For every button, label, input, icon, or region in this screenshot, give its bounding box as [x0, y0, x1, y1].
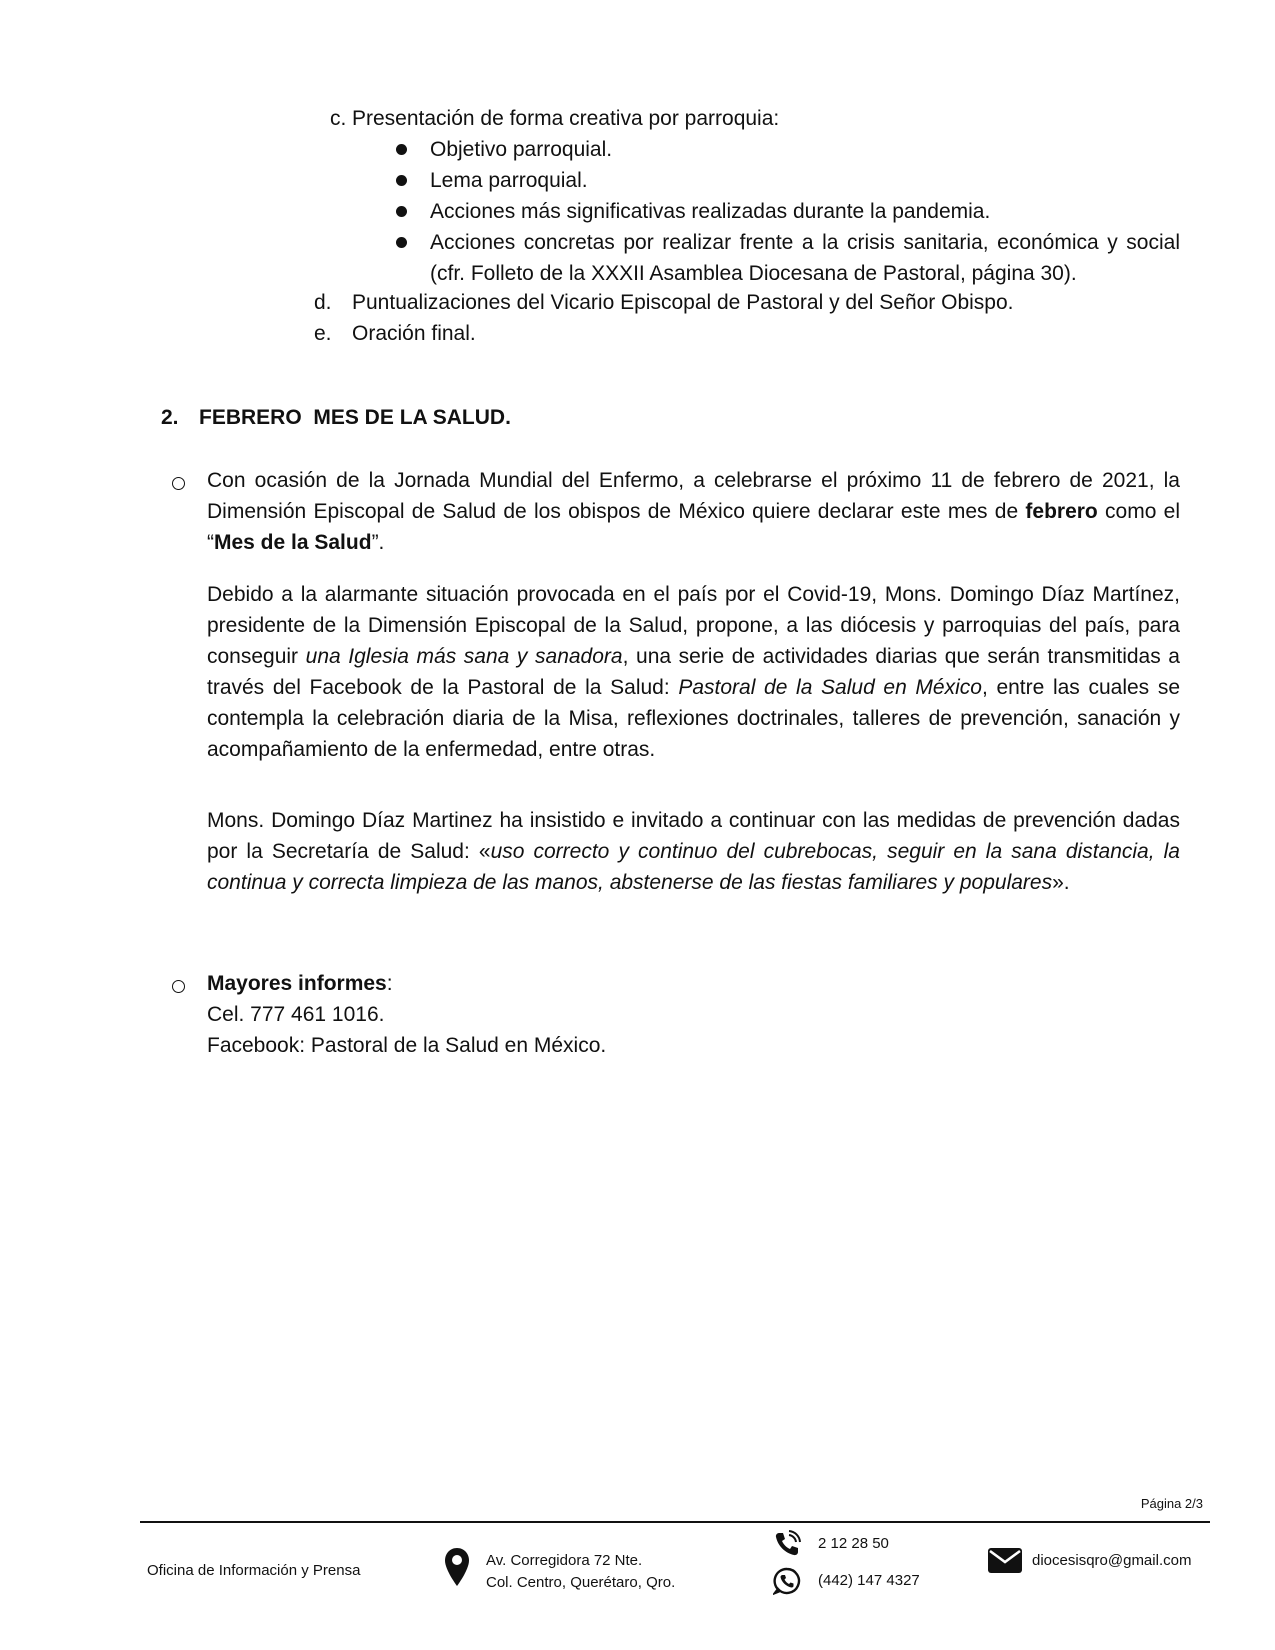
- list-marker: e.: [314, 322, 332, 345]
- envelope-icon: [988, 1548, 1022, 1573]
- footer-whatsapp: (442) 147 4327: [818, 1572, 920, 1589]
- contact-info: Mayores informes: Cel. 777 461 1016. Facebook: Pastoral de la Salud en México.: [207, 968, 1180, 1061]
- paragraph-covid: Debido a la alarmante situación provocada en el país por el Covid-19, Mons. Domingo Díaz Martínez, presidente de la Dimensión Episcopal de la Salud, propone, a las diócesis y parroquias del país, para conseguir una Iglesia más sana y sanadora, una serie de actividades diarias que serán transmitidas a través del Facebook de la Pastoral de la Salud: Pastoral de la Salud en México, entre las cuales se contempla la celebración diaria de la Misa, reflexiones doctrinales, talleres de prevención, sanación y acompañamiento de la enfermedad, entre otras.: [207, 583, 1181, 761]
- info-heading: Mayores informes: [207, 972, 387, 995]
- footer-phone: 2 12 28 50: [818, 1535, 889, 1552]
- footer-office: Oficina de Información y Prensa: [147, 1562, 361, 1579]
- info-phone: Cel. 777 461 1016.: [207, 1003, 385, 1026]
- bullet-item: Acciones más significativas realizadas durante la pandemia.: [390, 196, 1180, 227]
- bullet-item: Objetivo parroquial.: [390, 134, 1180, 165]
- bullet-item: Lema parroquial.: [390, 165, 1180, 196]
- info-facebook: Facebook: Pastoral de la Salud en México.: [207, 1034, 607, 1057]
- circle-bullet-icon: [172, 980, 185, 993]
- paragraph-jornada: Con ocasión de la Jornada Mundial del Enfermo, a celebrarse el próximo 11 de febrero de 2021, la Dimensión Episcopal de Salud de los obispos de México quiere declarar este mes de febrero como el “Mes de la Salud”.: [207, 469, 1180, 554]
- list-item-text: Presentación de forma creativa por parroquia:: [352, 107, 780, 130]
- bullet-dot-icon: [396, 206, 407, 217]
- section-heading: [161, 406, 511, 430]
- whatsapp-icon: [773, 1567, 801, 1595]
- bullet-item: Acciones concretas por realizar frente a la crisis sanitaria, económica y social (cfr. Folleto de la XXXII Asamblea Diocesana de Pastoral, página 30).: [390, 227, 1180, 289]
- bullet-dot-icon: [396, 175, 407, 186]
- section-title: FEBRERO MES DE LA SALUD.: [199, 406, 511, 429]
- phone-icon: [773, 1530, 801, 1558]
- footer-divider: [140, 1521, 1210, 1523]
- list-marker: c.: [330, 107, 347, 130]
- bullet-list: [390, 134, 1180, 289]
- page-number: Página 2/3: [1140, 1496, 1203, 1511]
- section-number: 2.: [161, 406, 179, 429]
- location-pin-icon: [444, 1547, 470, 1587]
- list-item-text: Oración final.: [352, 322, 476, 345]
- footer-address-line1: Av. Corregidora 72 Nte.: [486, 1552, 643, 1569]
- bullet-dot-icon: [396, 144, 407, 155]
- bullet-dot-icon: [396, 237, 407, 248]
- list-item-text: Puntualizaciones del Vicario Episcopal de Pastoral y del Señor Obispo.: [352, 291, 1014, 314]
- footer-address-line2: Col. Centro, Querétaro, Qro.: [486, 1574, 676, 1591]
- circle-bullet-icon: [172, 477, 185, 490]
- list-marker: d.: [314, 291, 332, 314]
- footer-email: diocesisqro@gmail.com: [1032, 1552, 1192, 1569]
- paragraph-prevencion: Mons. Domingo Díaz Martinez ha insistido e invitado a continuar con las medidas de prevención dadas por la Secretaría de Salud: «uso correcto y continuo del cubrebocas, seguir en la sana distancia, la continua y correcta limpieza de las manos, abstenerse de las fiestas familiares y populares».: [207, 809, 1180, 894]
